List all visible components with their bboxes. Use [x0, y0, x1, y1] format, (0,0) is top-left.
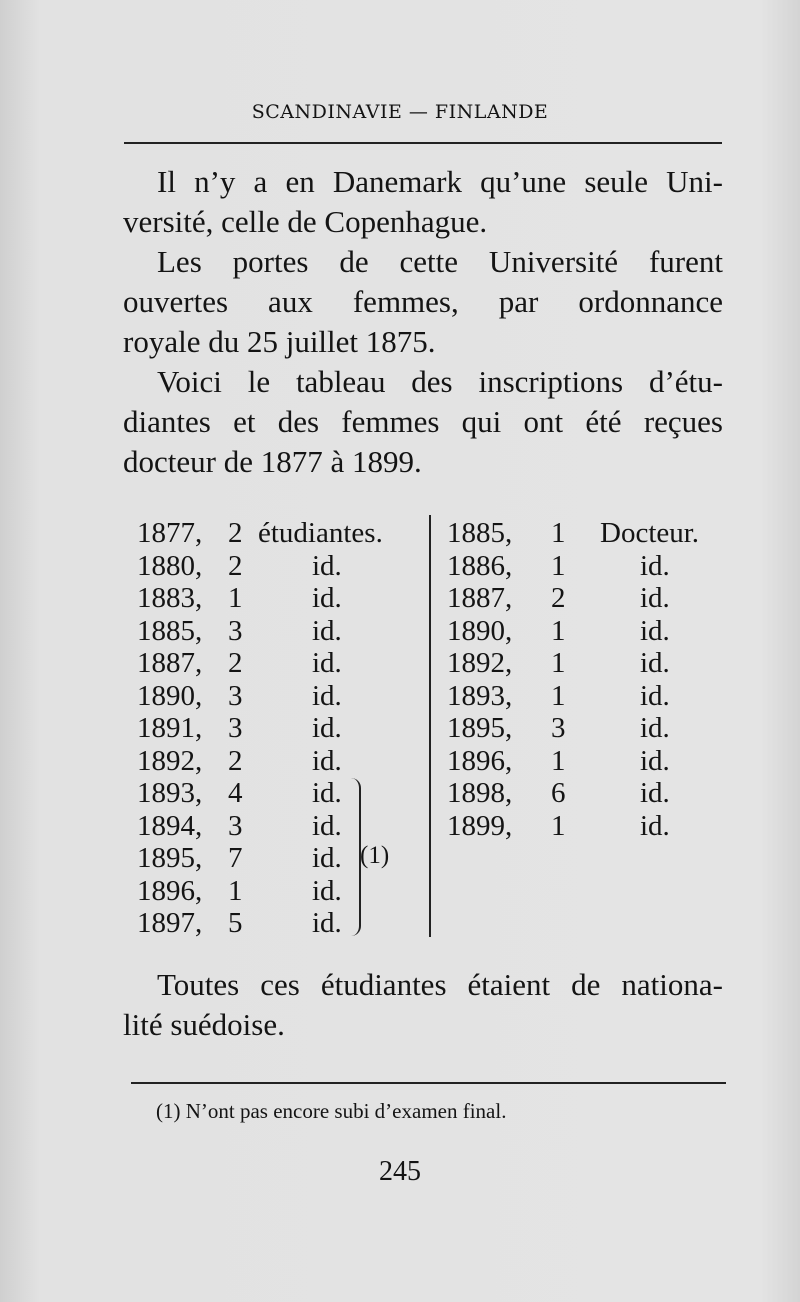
label-cell: id.	[312, 744, 342, 777]
year-cell: 1896,	[137, 874, 203, 907]
count-cell: 5	[228, 907, 243, 939]
year-cell: 1897,	[137, 907, 203, 939]
label-cell: id.	[312, 907, 342, 939]
label-cell: id.	[312, 809, 342, 842]
year-cell: 1895,	[447, 712, 513, 744]
count-cell: 3	[551, 712, 566, 744]
table-row	[0, 582, 800, 615]
year-cell: 1893,	[447, 679, 513, 712]
count-cell: 2	[551, 582, 566, 614]
year-cell: 1887,	[137, 647, 203, 679]
year-cell: 1890,	[137, 679, 203, 712]
count-cell: 3	[228, 614, 243, 647]
paragraph-line: Voici le tableau des inscriptions d’étu-	[157, 364, 723, 399]
label-cell: id.	[640, 582, 670, 614]
year-cell: 1892,	[447, 647, 513, 679]
label-cell: id.	[312, 582, 342, 614]
label-cell: id.	[312, 679, 342, 712]
paragraph-line: ouvertes aux femmes, par ordonnance	[123, 284, 723, 319]
paragraph-line: diantes et des femmes qui ont été reçues	[123, 404, 723, 439]
label-cell: id.	[312, 647, 342, 679]
footnote-rule	[131, 1082, 726, 1084]
count-cell: 2	[228, 647, 243, 679]
label-cell: id.	[640, 744, 670, 777]
page-number: 245	[379, 1156, 421, 1187]
year-cell: 1886,	[447, 549, 513, 582]
count-cell: 7	[228, 842, 243, 874]
table-row	[0, 615, 800, 648]
count-cell: 3	[228, 679, 243, 712]
count-cell: 2	[228, 549, 243, 582]
year-cell: 1893,	[137, 777, 203, 809]
count-cell: 6	[551, 777, 566, 809]
label-cell: id.	[312, 614, 342, 647]
paragraph-line: royale du 25 juillet 1875.	[123, 324, 436, 359]
paragraph-line: lité suédoise.	[123, 1007, 285, 1042]
paragraph-line: Il n’y a en Danemark qu’une seule Uni-	[157, 164, 723, 199]
count-cell: 3	[228, 712, 243, 744]
year-cell: 1894,	[137, 809, 203, 842]
count-cell: 2	[228, 517, 243, 549]
year-cell: 1895,	[137, 842, 203, 874]
label-cell: id.	[312, 842, 342, 874]
label-cell: Docteur.	[600, 517, 700, 549]
paragraph-line: docteur de 1877 à 1899.	[123, 444, 422, 479]
label-cell: id.	[640, 549, 670, 582]
table-row	[0, 875, 800, 908]
count-cell: 1	[551, 809, 566, 842]
count-cell: 2	[228, 744, 243, 777]
label-cell: id.	[640, 614, 670, 647]
year-cell: 1885,	[137, 614, 203, 647]
year-cell: 1890,	[447, 614, 513, 647]
running-head: SCANDINAVIE — FINLANDE	[251, 101, 549, 123]
label-cell: id.	[640, 809, 670, 842]
year-cell: 1885,	[447, 517, 513, 549]
year-cell: 1887,	[447, 582, 513, 614]
paragraph-line: Toutes ces étudiantes étaient de nationa-	[157, 967, 723, 1002]
year-cell: 1880,	[137, 549, 203, 582]
table-row	[0, 712, 800, 745]
count-cell: 1	[551, 549, 566, 582]
paragraph-line: Les portes de cette Université furent	[157, 244, 723, 279]
label-cell: id.	[312, 712, 342, 744]
table-row	[0, 907, 800, 940]
count-cell: 1	[228, 582, 243, 614]
year-cell: 1892,	[137, 744, 203, 777]
column-divider	[429, 515, 431, 937]
table-row	[0, 517, 800, 550]
label-cell: id.	[312, 777, 342, 809]
count-cell: 1	[551, 744, 566, 777]
count-cell: 3	[228, 809, 243, 842]
table-row	[0, 680, 800, 713]
table-row	[0, 777, 800, 810]
year-cell: 1877,	[137, 517, 203, 549]
table-row	[0, 810, 800, 843]
label-cell: id.	[312, 874, 342, 907]
label-cell: id.	[640, 679, 670, 712]
table-row	[0, 550, 800, 583]
table-row	[0, 745, 800, 778]
footnote: (1) N’ont pas encore subi d’examen final.	[156, 1099, 507, 1123]
count-cell: 1	[551, 614, 566, 647]
year-cell: 1891,	[137, 712, 203, 744]
footnote-marker: (1)	[360, 842, 390, 869]
paragraph-4	[123, 965, 723, 1045]
count-cell: 1	[551, 679, 566, 712]
label-cell: id.	[640, 712, 670, 744]
year-cell: 1899,	[447, 809, 513, 842]
label-cell: id.	[640, 777, 670, 809]
paragraph-line: versité, celle de Copenhague.	[123, 204, 488, 239]
table-row	[0, 647, 800, 680]
label-cell: id.	[312, 549, 342, 582]
year-cell: 1898,	[447, 777, 513, 809]
label-cell: étudiantes.	[258, 517, 383, 549]
count-cell: 4	[228, 777, 243, 809]
label-cell: id.	[640, 647, 670, 679]
year-cell: 1883,	[137, 582, 203, 614]
count-cell: 1	[551, 517, 566, 549]
table-row	[0, 842, 800, 875]
year-cell: 1896,	[447, 744, 513, 777]
count-cell: 1	[551, 647, 566, 679]
count-cell: 1	[228, 874, 243, 907]
